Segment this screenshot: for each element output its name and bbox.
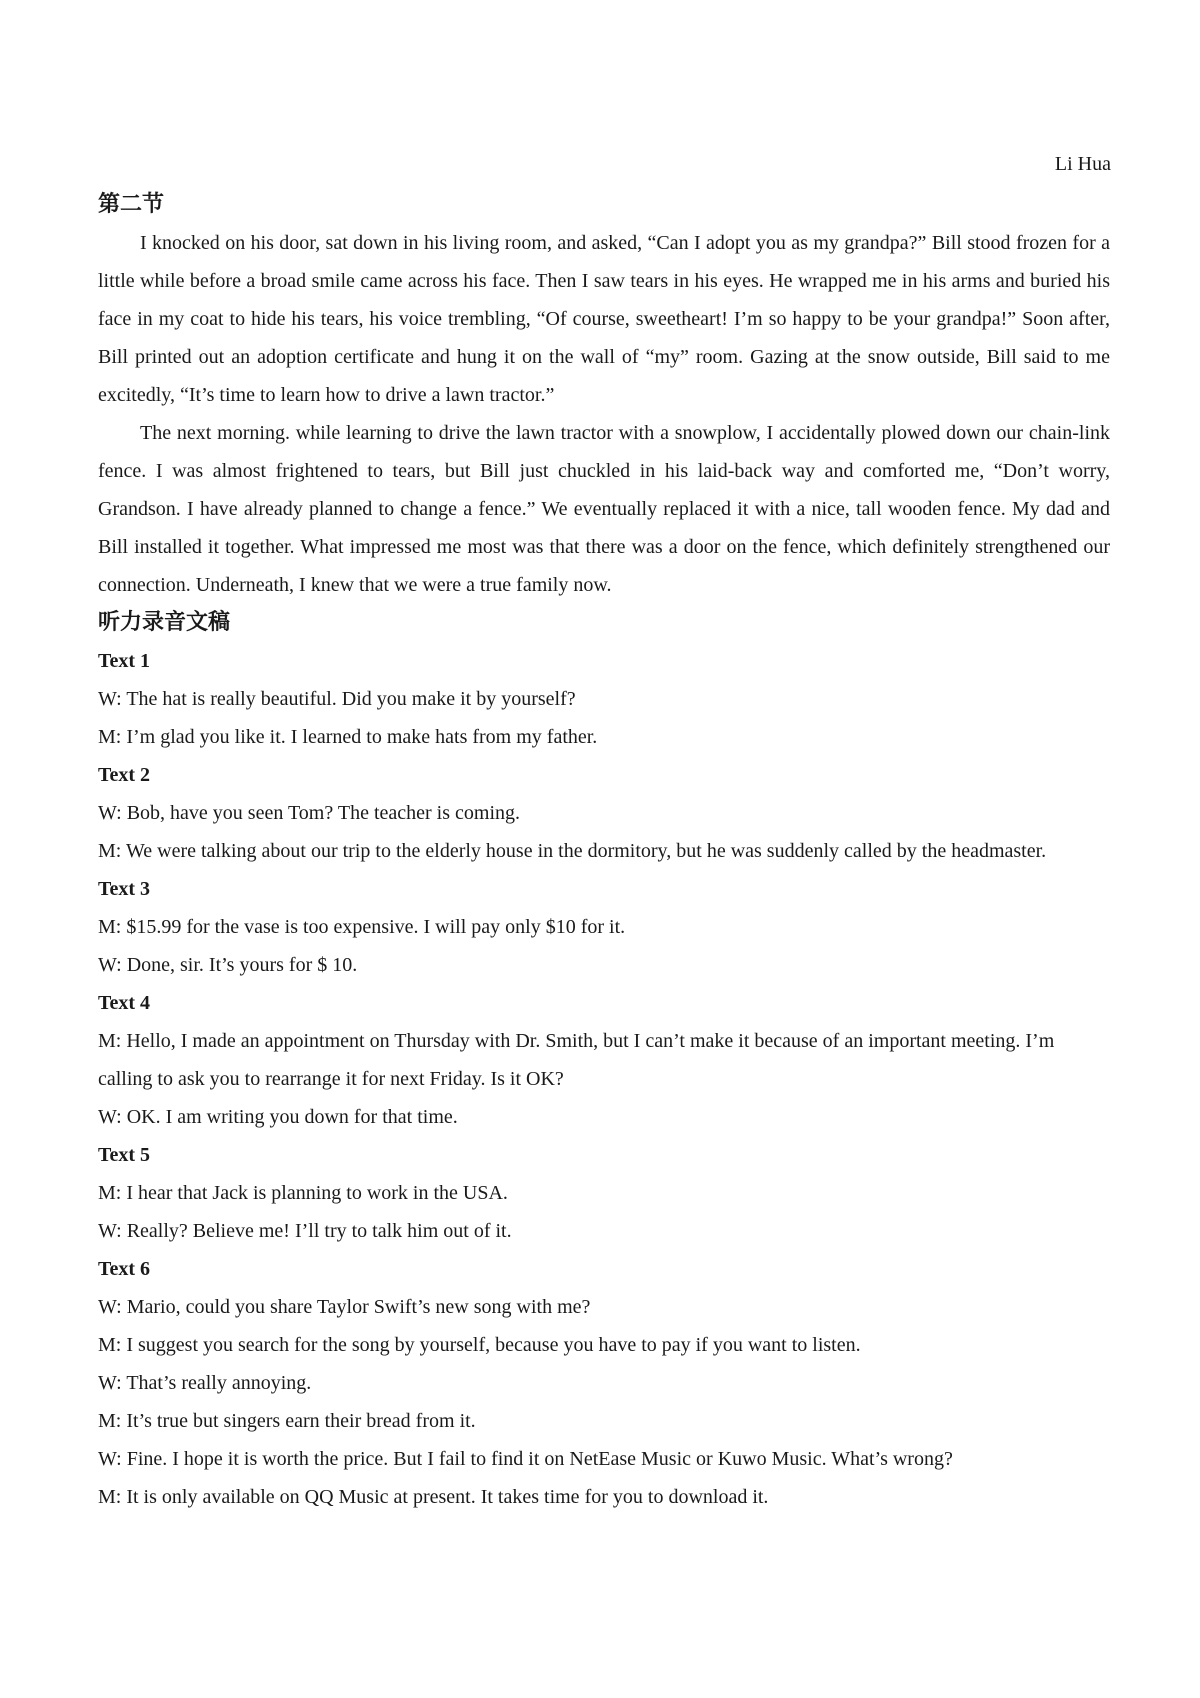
dialogue-line: W: Mario, could you share Taylor Swift’s new song with me? xyxy=(98,1296,591,1318)
signature: Li Hua xyxy=(1054,153,1111,175)
text-block-5 xyxy=(98,1136,1110,1250)
paragraph: The next morning. while learning to drive the lawn tractor with a snowplow, I accidentally plowed down our chain-link fence. I was almost frightened to tears, but Bill just chuckled in his laid-back way and comforted me, “Don’t worry, Grandson. I have already planned to change a fence.” We eventually replaced it with a nice, tall wooden fence. My dad and Bill installed it together. What impressed me most was that there was a door on the fence, which definitely strengthened our connection. Underneath, I knew that we were a true family now. xyxy=(98,422,1110,596)
dialogue-line: M: I’m glad you like it. I learned to make hats from my father. xyxy=(98,726,598,748)
dialogue-line: W: Really? Believe me! I’ll try to talk him out of it. xyxy=(98,1220,512,1242)
dialogue-line: M: I hear that Jack is planning to work in the USA. xyxy=(98,1182,508,1204)
dialogue-line: W: Fine. I hope it is worth the price. But I fail to find it on NetEase Music or Kuwo Music. What’s wrong? xyxy=(98,1448,953,1470)
transcript-heading: 听力录音文稿 xyxy=(98,610,231,635)
dialogue-line: M: I suggest you search for the song by yourself, because you have to pay if you want to listen. xyxy=(98,1334,861,1356)
text-label: Text 4 xyxy=(98,992,151,1014)
text-label: Text 2 xyxy=(98,764,151,786)
text-label: Text 5 xyxy=(98,1144,151,1166)
document-body xyxy=(98,150,1110,1516)
dialogue-line: M: It is only available on QQ Music at present. It takes time for you to download it. xyxy=(98,1486,769,1508)
text-block-1 xyxy=(98,642,1110,756)
text-label: Text 3 xyxy=(98,878,151,900)
dialogue-line: M: We were talking about our trip to the elderly house in the dormitory, but he was suddenly called by the headmaster. xyxy=(98,840,1047,862)
text-block-4 xyxy=(98,984,1110,1136)
dialogue-line: W: That’s really annoying. xyxy=(98,1372,312,1394)
text-block-2 xyxy=(98,756,1110,870)
dialogue-line: M: Hello, I made an appointment on Thursday with Dr. Smith, but I can’t make it because of an important meeting. I’m calling to ask you to rearrange it for next Friday. Is it OK? xyxy=(98,1030,1055,1090)
dialogue-line: W: Bob, have you seen Tom? The teacher is coming. xyxy=(98,802,521,824)
dialogue-line: W: OK. I am writing you down for that time. xyxy=(98,1106,458,1128)
paragraph: I knocked on his door, sat down in his living room, and asked, “Can I adopt you as my grandpa?” Bill stood frozen for a little while before a broad smile came across his face. Then I saw tears in his eyes. He wrapped me in his arms and buried his face in my coat to hide his tears, his voice trembling, “Of course, sweetheart! I’m so happy to be your grandpa!” Soon after, Bill printed out an adoption certificate and hung it on the wall of “my” room. Gazing at the snow outside, Bill said to me excitedly, “It’s time to learn how to drive a lawn tractor.” xyxy=(98,232,1110,406)
dialogue-line: W: Done, sir. It’s yours for $ 10. xyxy=(98,954,358,976)
text-block-3 xyxy=(98,870,1110,984)
text-block-6 xyxy=(98,1250,1110,1516)
dialogue-line: M: $15.99 for the vase is too expensive. I will pay only $10 for it. xyxy=(98,916,626,938)
text-label: Text 6 xyxy=(98,1258,151,1280)
text-label: Text 1 xyxy=(98,650,151,672)
dialogue-line: W: The hat is really beautiful. Did you make it by yourself? xyxy=(98,688,576,710)
dialogue-line: M: It’s true but singers earn their bread from it. xyxy=(98,1410,476,1432)
section-heading: 第二节 xyxy=(98,192,165,217)
